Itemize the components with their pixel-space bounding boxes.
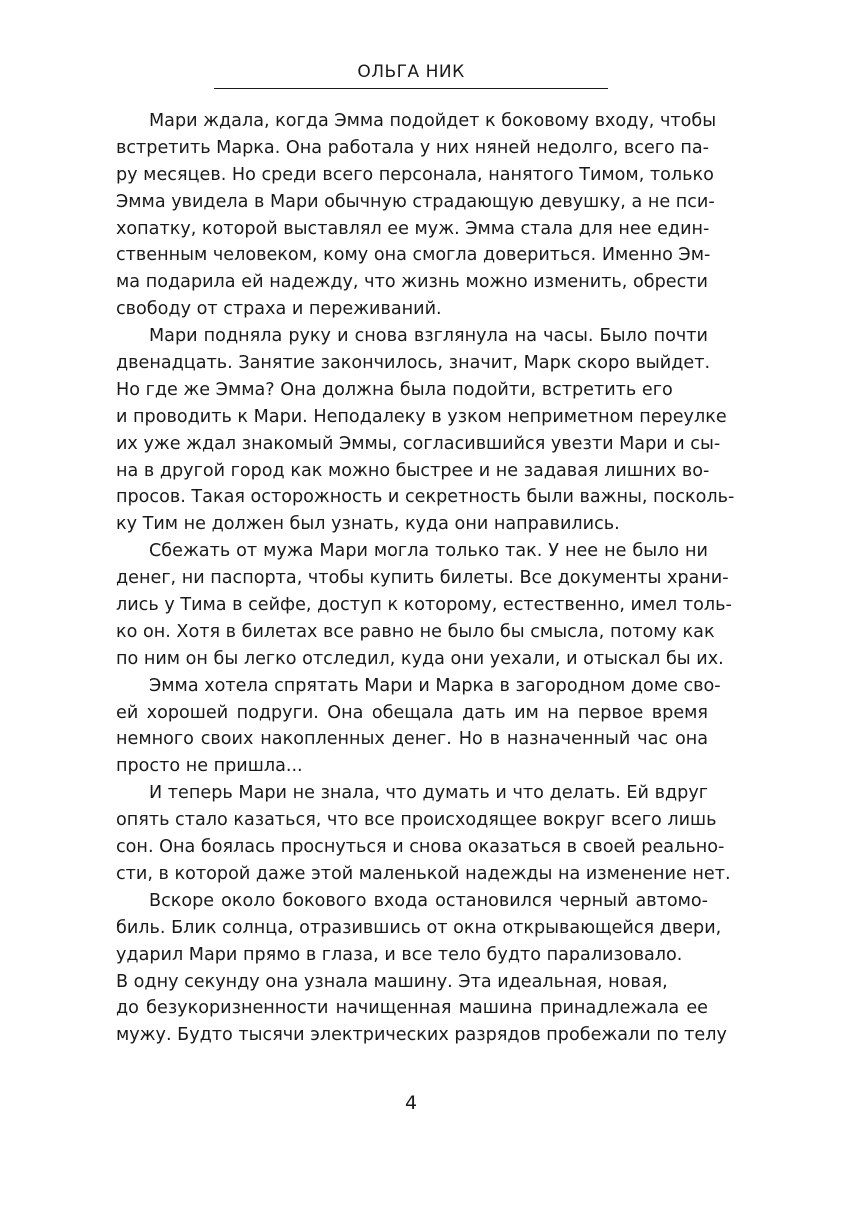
text-line: просто не пришла...: [116, 756, 303, 777]
text-line: денег, ни паспорта, чтобы купить билеты. Все документы храни-: [116, 568, 729, 589]
running-head: ОЛЬГА НИК: [214, 62, 608, 89]
text-line: опять стало казаться, что все происходящее вокруг всего лишь: [116, 810, 717, 831]
text-line: Эмма хотела спрятать Мари и Марка в загородном доме сво-: [149, 675, 721, 696]
text-line: просов. Такая осторожность и секретность были важны, посколь-: [116, 487, 735, 508]
text-line: и проводить к Мари. Неподалеку в узком неприметном переулке: [116, 406, 727, 427]
text-line: биль. Блик солнца, отразившись от окна открывающейся двери,: [116, 917, 722, 938]
text-line: встретить Марка. Она работала у них няней недолго, всего па-: [116, 137, 710, 158]
text-line: сон. Она боялась проснуться и снова оказаться в своей реально-: [116, 837, 725, 858]
text-line: И теперь Мари не знала, что думать и что делать. Ей вдруг: [149, 783, 708, 804]
text-line: Вскоре около бокового входа остановился черный автомо-: [149, 890, 708, 911]
text-line: хопатку, которой выставлял ее муж. Эмма стала для нее един-: [116, 218, 710, 239]
text-line: ей хорошей подруги. Она обещала дать им на первое время: [116, 702, 708, 723]
text-line: Мари ждала, когда Эмма подойдет к боковому входу, чтобы: [149, 111, 717, 131]
text-line: В одну секунду она узнала машину. Эта идеальная, новая,: [116, 971, 668, 992]
body-text: [116, 108, 735, 1049]
text-line: ку Тим не должен был узнать, куда они направились.: [116, 514, 620, 535]
text-line: сти, в которой даже этой маленькой надежды на изменение нет.: [116, 863, 731, 884]
text-line: по ним он бы легко отследил, куда они уехали, и отыскал бы их.: [116, 648, 724, 669]
text-line: ру месяцев. Но среди всего персонала, нанятого Тимом, только: [116, 164, 714, 185]
text-line: Эмма увидела в Мари обычную страдающую девушку, а не пси-: [116, 191, 715, 212]
text-line: до безукоризненности начищенная машина принадлежала ее: [116, 998, 708, 1019]
text-line: Но где же Эмма? Она должна была подойти, встретить его: [116, 379, 673, 400]
text-line: двенадцать. Занятие закончилось, значит, Марк скоро выйдет.: [116, 353, 711, 374]
text-line: Сбежать от мужа Мари могла только так. У нее не было ни: [149, 541, 708, 562]
text-line: лись у Тима в сейфе, доступ к которому, естественно, имел толь-: [116, 595, 732, 616]
text-line: ударил Мари прямо в глаза, и все тело будто парализовало.: [116, 944, 683, 965]
text-line: свободу от страха и переживаний.: [116, 299, 442, 320]
text-line: ко он. Хотя в билетах все равно не было бы смысла, потому как: [116, 621, 715, 642]
text-line: их уже ждал знакомый Эммы, согласившийся увезти Мари и сы-: [116, 433, 721, 454]
text-line: Мари подняла руку и снова взглянула на часы. Было почти: [149, 326, 708, 347]
text-line: ма подарила ей надежду, что жизнь можно изменить, обрести: [116, 272, 708, 293]
page-number: 4: [404, 1092, 418, 1114]
text-line: ственным человеком, кому она смогла довериться. Именно Эм-: [116, 245, 711, 266]
text-line: мужу. Будто тысячи электрических разрядов пробежали по телу: [116, 1025, 727, 1046]
text-line: на в другой город как можно быстрее и не задавая лишних во-: [116, 460, 710, 481]
text-line: немного своих накопленных денег. Но в назначенный час она: [116, 729, 708, 750]
